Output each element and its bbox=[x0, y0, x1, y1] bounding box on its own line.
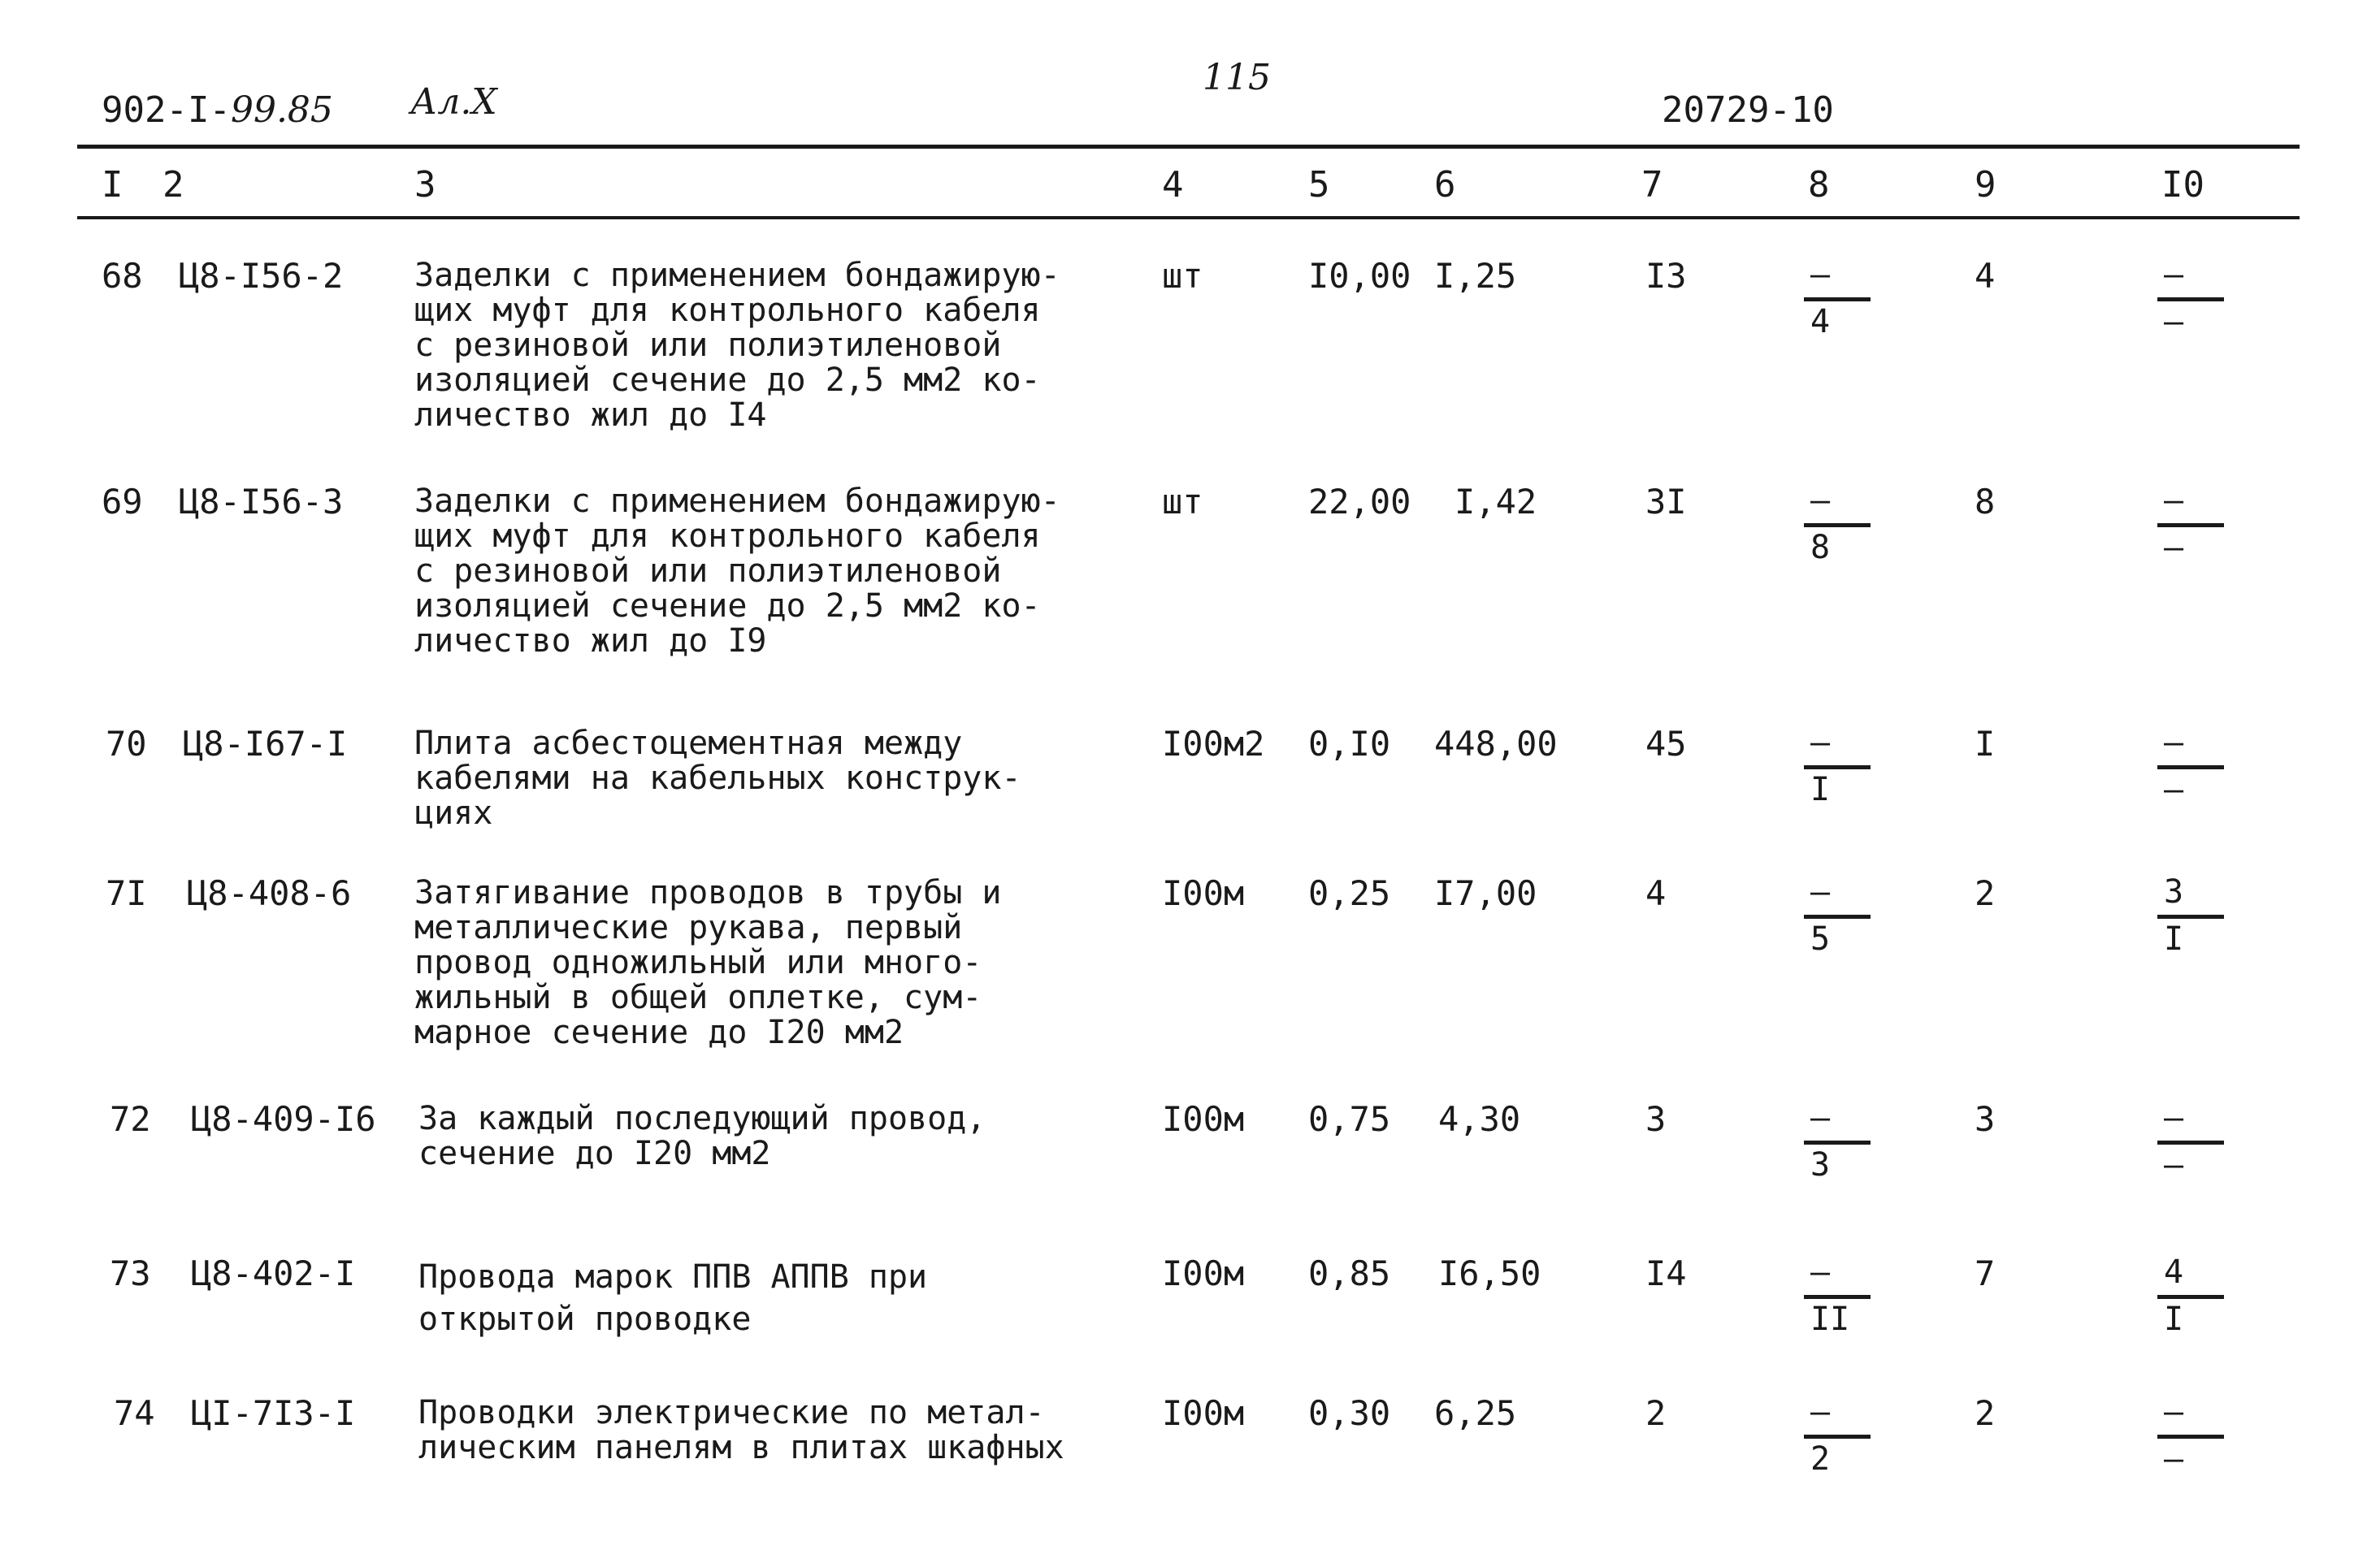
row-number: 72 bbox=[110, 1099, 151, 1139]
work-description: Плита асбестоцементная между кабелями на кабельных конструк- циях bbox=[414, 725, 1021, 832]
row-number: 73 bbox=[110, 1253, 151, 1293]
col-8-fraction bbox=[1804, 726, 1893, 816]
quantity: 22,00 bbox=[1308, 482, 1411, 522]
unit: шт bbox=[1162, 482, 1203, 522]
fraction-numerator: – bbox=[1810, 724, 1831, 761]
fraction-bar bbox=[2157, 765, 2224, 769]
fraction-denominator: – bbox=[2164, 1146, 2184, 1184]
fraction-bar bbox=[2157, 1435, 2224, 1439]
fraction-numerator: – bbox=[1810, 1253, 1831, 1291]
fraction-denominator: I bbox=[2164, 1301, 2184, 1338]
album-label: Ал.Х bbox=[410, 81, 497, 123]
col-9-value: 2 bbox=[1975, 873, 1996, 913]
col-8-fraction bbox=[1804, 484, 1893, 574]
col-9-value: 4 bbox=[1975, 256, 1996, 296]
colnum-8: 8 bbox=[1808, 164, 1830, 206]
col-8-fraction bbox=[1804, 873, 1893, 965]
fraction-denominator: – bbox=[2164, 303, 2184, 340]
rate-code: Ц8-408-6 bbox=[187, 873, 352, 913]
col-8-fraction bbox=[1804, 1253, 1893, 1345]
unit: I00м bbox=[1162, 1099, 1245, 1139]
col-7-value: 3 bbox=[1645, 1099, 1667, 1139]
unit: I00м2 bbox=[1162, 724, 1265, 764]
unit-price: I6,50 bbox=[1438, 1253, 1541, 1293]
fraction-numerator: – bbox=[1810, 482, 1831, 519]
fraction-bar bbox=[1804, 915, 1871, 919]
fraction-bar bbox=[2157, 523, 2224, 527]
header-bottom-rule bbox=[77, 216, 2300, 219]
col-7-value: 3I bbox=[1645, 482, 1687, 522]
unit-price: I7,00 bbox=[1434, 873, 1537, 913]
fraction-bar bbox=[2157, 297, 2224, 301]
col-9-value: 2 bbox=[1975, 1393, 1996, 1433]
fraction-numerator: – bbox=[2164, 724, 2184, 761]
unit-price: 4,30 bbox=[1438, 1099, 1521, 1139]
work-description: Заделки с применением бондажирую- щих муфт для контрольного кабеля с резиновой или полиэтиленовой изоляцией сечение до 2,5 мм2 ко- личество жил до I9 bbox=[414, 483, 1060, 660]
fraction-denominator: 3 bbox=[1810, 1146, 1831, 1184]
col-10-fraction bbox=[2157, 1099, 2247, 1191]
fraction-denominator: – bbox=[2164, 1440, 2184, 1478]
col-10-fraction bbox=[2157, 1253, 2247, 1345]
fraction-numerator: – bbox=[1810, 256, 1831, 293]
work-description: Провода марок ППВ АППВ при открытой проводке bbox=[418, 1258, 928, 1338]
unit: I00м bbox=[1162, 873, 1245, 913]
unit: I00м bbox=[1162, 1253, 1245, 1293]
colnum-9: 9 bbox=[1975, 164, 1996, 206]
fraction-numerator: – bbox=[1810, 873, 1831, 911]
fraction-denominator: – bbox=[2164, 529, 2184, 566]
quantity: I0,00 bbox=[1308, 256, 1411, 296]
row-number: 74 bbox=[114, 1393, 155, 1433]
col-7-value: I4 bbox=[1645, 1253, 1687, 1293]
col-10-fraction bbox=[2157, 873, 2247, 965]
page-number: 115 bbox=[1203, 57, 1271, 98]
doc-code bbox=[102, 89, 333, 131]
col-7-value: 45 bbox=[1645, 724, 1687, 764]
row-number: 69 bbox=[102, 482, 143, 522]
col-8-fraction bbox=[1804, 258, 1893, 348]
col-10-fraction bbox=[2157, 1393, 2247, 1485]
inventory-number: 20729-10 bbox=[1662, 89, 1834, 131]
fraction-numerator: 3 bbox=[2164, 873, 2184, 911]
unit-price: 448,00 bbox=[1434, 724, 1558, 764]
unit: I00м bbox=[1162, 1393, 1245, 1433]
fraction-bar bbox=[2157, 1141, 2224, 1145]
fraction-bar bbox=[1804, 765, 1871, 769]
quantity: 0,30 bbox=[1308, 1393, 1391, 1433]
quantity: 0,25 bbox=[1308, 873, 1391, 913]
fraction-bar bbox=[1804, 523, 1871, 527]
fraction-numerator: – bbox=[2164, 482, 2184, 519]
header-top-rule bbox=[77, 145, 2300, 149]
col-10-fraction bbox=[2157, 484, 2247, 574]
col-8-fraction bbox=[1804, 1393, 1893, 1485]
unit-price: 6,25 bbox=[1434, 1393, 1517, 1433]
rate-code: ЦI-7I3-I bbox=[191, 1393, 356, 1433]
fraction-numerator: – bbox=[1810, 1393, 1831, 1431]
colnum-10: I0 bbox=[2161, 164, 2204, 206]
fraction-bar bbox=[1804, 1141, 1871, 1145]
fraction-numerator: – bbox=[2164, 1099, 2184, 1137]
rate-code: Ц8-I56-2 bbox=[179, 256, 344, 296]
col-9-value: 8 bbox=[1975, 482, 1996, 522]
fraction-bar bbox=[2157, 915, 2224, 919]
fraction-numerator: – bbox=[2164, 256, 2184, 293]
colnum-1: I bbox=[102, 164, 124, 206]
col-7-value: 4 bbox=[1645, 873, 1667, 913]
unit-price: I,25 bbox=[1434, 256, 1517, 296]
rate-code: Ц8-I67-I bbox=[183, 724, 348, 764]
colnum-4: 4 bbox=[1162, 164, 1184, 206]
row-number: 70 bbox=[106, 724, 147, 764]
work-description: За каждый последующий провод, сечение до I20 мм2 bbox=[418, 1100, 986, 1172]
fraction-denominator: – bbox=[2164, 771, 2184, 808]
colnum-7: 7 bbox=[1641, 164, 1663, 206]
unit-price: I,42 bbox=[1454, 482, 1537, 522]
fraction-denominator: 2 bbox=[1810, 1440, 1831, 1478]
fraction-numerator: 4 bbox=[2164, 1253, 2184, 1291]
fraction-numerator: – bbox=[2164, 1393, 2184, 1431]
col-7-value: I3 bbox=[1645, 256, 1687, 296]
fraction-numerator: – bbox=[1810, 1099, 1831, 1137]
fraction-bar bbox=[1804, 297, 1871, 301]
col-8-fraction bbox=[1804, 1099, 1893, 1191]
fraction-denominator: 4 bbox=[1810, 303, 1831, 340]
rate-code: Ц8-402-I bbox=[191, 1253, 356, 1293]
quantity: 0,I0 bbox=[1308, 724, 1391, 764]
unit: шт bbox=[1162, 256, 1203, 296]
col-10-fraction bbox=[2157, 258, 2247, 348]
doc-code-prefix: 902-I- bbox=[102, 89, 231, 131]
work-description: Затягивание проводов в трубы и металлические рукава, первый провод одножильный или много- жильный в общей оплетке, сум- марное сечение до I20 мм2 bbox=[414, 874, 1002, 1051]
colnum-2: 2 bbox=[163, 164, 184, 206]
rate-code: Ц8-I56-3 bbox=[179, 482, 344, 522]
col-9-value: 7 bbox=[1975, 1253, 1996, 1293]
colnum-5: 5 bbox=[1308, 164, 1330, 206]
fraction-bar bbox=[1804, 1295, 1871, 1299]
fraction-bar bbox=[2157, 1295, 2224, 1299]
doc-code-handwritten: 99.85 bbox=[230, 89, 333, 131]
rate-code: Ц8-409-I6 bbox=[191, 1099, 376, 1139]
work-description: Проводки электрические по метал- лическим панелям в плитах шкафных bbox=[418, 1394, 1064, 1466]
row-number: 68 bbox=[102, 256, 143, 296]
fraction-denominator: I bbox=[1810, 771, 1831, 808]
fraction-denominator: 5 bbox=[1810, 920, 1831, 958]
colnum-6: 6 bbox=[1434, 164, 1456, 206]
work-description: Заделки с применением бондажирую- щих муфт для контрольного кабеля с резиновой или полиэтиленовой изоляцией сечение до 2,5 мм2 ко- личество жил до I4 bbox=[414, 257, 1060, 434]
colnum-3: 3 bbox=[414, 164, 436, 206]
fraction-bar bbox=[1804, 1435, 1871, 1439]
quantity: 0,75 bbox=[1308, 1099, 1391, 1139]
fraction-denominator: II bbox=[1810, 1301, 1850, 1338]
col-10-fraction bbox=[2157, 726, 2247, 816]
fraction-denominator: 8 bbox=[1810, 529, 1831, 566]
quantity: 0,85 bbox=[1308, 1253, 1391, 1293]
col-9-value: 3 bbox=[1975, 1099, 1996, 1139]
col-7-value: 2 bbox=[1645, 1393, 1667, 1433]
fraction-denominator: I bbox=[2164, 920, 2184, 958]
col-9-value: I bbox=[1975, 724, 1996, 764]
row-number: 7I bbox=[106, 873, 147, 913]
